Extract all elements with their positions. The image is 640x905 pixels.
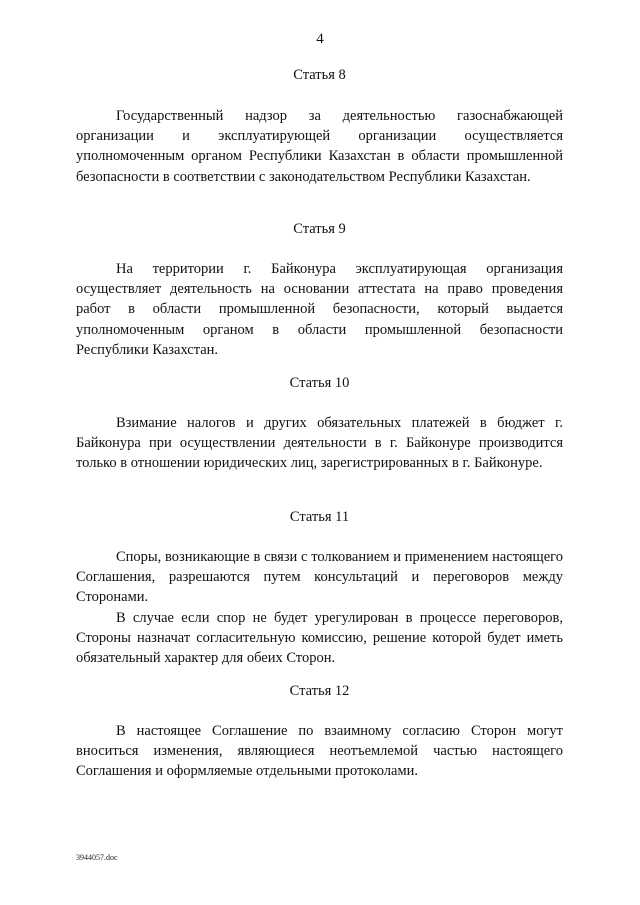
- article-title: Статья 12: [289, 683, 350, 699]
- article-8: [76, 67, 563, 187]
- article-paragraph: В случае если спор не будет урегулирован в процессе переговоров, Стороны назначат согласительную комиссию, решение которой будет иметь обязательный характер для обеих Сторон.: [76, 609, 563, 667]
- page-number: 4: [316, 31, 324, 47]
- article-title: Статья 8: [293, 67, 346, 83]
- article-paragraph: На территории г. Байконура эксплуатирующая организация осуществляет деятельность на основании аттестата на право проведения работ в области промышленной безопасности, который выдается уполномоченным органом в области промышленной безопасности Республики Казахстан.: [76, 261, 563, 358]
- article-12: [76, 683, 563, 782]
- article-title: Статья 9: [293, 221, 346, 237]
- article-title: Статья 11: [289, 509, 350, 525]
- article-10: [76, 375, 563, 474]
- article-paragraph: В настоящее Соглашение по взаимному согласию Сторон могут вноситься изменения, являющиеся неотъемлемой частью настоящего Соглашения и оформляемые отдельными протоколами.: [76, 723, 563, 780]
- article-paragraph: Споры, возникающие в связи с толкованием и применением настоящего Соглашения, разрешаются путем консультаций и переговоров между Сторонами.: [76, 549, 563, 606]
- article-11: [76, 509, 563, 668]
- document-filename: 3944057.doc: [76, 853, 118, 862]
- article-paragraph: Государственный надзор за деятельностью газоснабжающей организации и эксплуатирующей организации осуществляется уполномоченным органом Республики Казахстан в области промышленной безопасности в соответствии с законодательством Республики Казахстан.: [76, 108, 563, 185]
- article-paragraph: Взимание налогов и других обязательных платежей в бюджет г. Байконура при осуществлении деятельности в г. Байконуре производится только в отношении юридических лиц, зарегистрированных в г. Байконуре.: [76, 415, 563, 472]
- article-9: [76, 221, 563, 360]
- article-title: Статья 10: [289, 375, 350, 391]
